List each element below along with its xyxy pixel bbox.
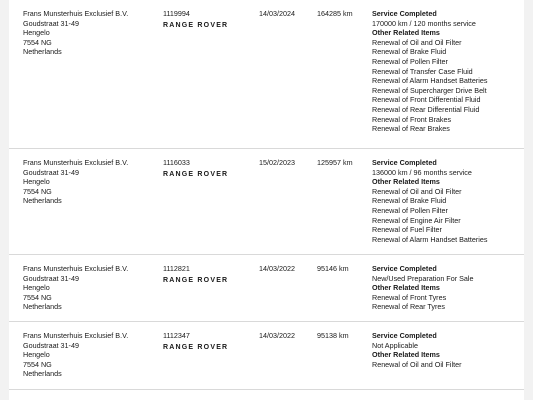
service-completed-heading: Service Completed (372, 331, 437, 340)
service-mileage: 164285 km (317, 9, 353, 18)
service-completed-heading: Service Completed (372, 9, 437, 18)
other-related-items-heading: Other Related Items (372, 350, 440, 360)
service-date: 15/02/2023 (259, 158, 295, 167)
related-item: Renewal of Oil and Oil Filter (372, 359, 462, 369)
dealer-city: Hengelo (23, 177, 50, 187)
range-rover-logo: RANGE ROVER (163, 21, 229, 29)
dealer-address (23, 9, 153, 57)
related-item: Renewal of Rear Tyres (372, 302, 445, 312)
dealer-postcode: 7554 NG (23, 292, 52, 302)
wip-cell (163, 264, 243, 285)
dealer-name: Frans Munsterhuis Exclusief B.V. (23, 158, 129, 167)
related-item: Renewal of Oil and Oil Filter (372, 37, 462, 47)
dealer-city: Hengelo (23, 283, 50, 293)
service-mileage: 95138 km (317, 331, 349, 340)
dealer-address (23, 158, 153, 206)
wip-cell (163, 9, 243, 30)
range-rover-logo: RANGE ROVER (163, 343, 229, 351)
related-item: Renewal of Rear Differential Fluid (372, 104, 480, 114)
service-record (9, 322, 524, 390)
related-item: Renewal of Supercharger Drive Belt (372, 85, 487, 95)
service-record (9, 255, 524, 322)
service-item: 170000 km / 120 months service (372, 18, 476, 28)
wip-number: 1116033 (163, 158, 190, 167)
related-item: Renewal of Front Tyres (372, 292, 447, 302)
dealer-country: Netherlands (23, 47, 62, 57)
service-item: New/Used Preparation For Sale (372, 273, 474, 283)
related-item: Renewal of Alarm Handset Batteries (372, 234, 488, 244)
related-item: Renewal of Oil and Oil Filter (372, 186, 462, 196)
related-item: Renewal of Pollen Filter (372, 56, 448, 66)
service-item: Not Applicable (372, 340, 418, 350)
service-date: 14/03/2024 (259, 9, 295, 18)
dealer-city: Hengelo (23, 28, 50, 38)
dealer-street: Goudstraat 31-49 (23, 167, 79, 177)
dealer-postcode: 7554 NG (23, 186, 52, 196)
related-item: Renewal of Pollen Filter (372, 205, 448, 215)
wip-number: 1119994 (163, 9, 190, 18)
service-details (372, 331, 522, 369)
wip-number: 1112821 (163, 264, 190, 273)
dealer-street: Goudstraat 31-49 (23, 273, 79, 283)
service-mileage: 95146 km (317, 264, 349, 273)
related-item: Renewal of Brake Fluid (372, 196, 447, 206)
service-date: 14/03/2022 (259, 331, 295, 340)
related-item: Renewal of Rear Brakes (372, 124, 450, 134)
service-details (372, 264, 522, 312)
service-details (372, 158, 522, 244)
related-item: Renewal of Alarm Handset Batteries (372, 76, 488, 86)
service-record (9, 0, 524, 149)
range-rover-logo: RANGE ROVER (163, 170, 229, 178)
related-item: Renewal of Fuel Filter (372, 225, 442, 235)
wip-number: 1112347 (163, 331, 190, 340)
dealer-street: Goudstraat 31-49 (23, 340, 79, 350)
related-item: Renewal of Engine Air Filter (372, 215, 461, 225)
dealer-city: Hengelo (23, 350, 50, 360)
service-record (9, 149, 524, 255)
dealer-country: Netherlands (23, 369, 62, 379)
related-item: Renewal of Brake Fluid (372, 47, 447, 57)
dealer-street: Goudstraat 31-49 (23, 18, 79, 28)
other-related-items-heading: Other Related Items (372, 177, 440, 187)
dealer-name: Frans Munsterhuis Exclusief B.V. (23, 264, 129, 273)
service-date: 14/03/2022 (259, 264, 295, 273)
related-item: Renewal of Front Differential Fluid (372, 95, 481, 105)
range-rover-logo: RANGE ROVER (163, 276, 229, 284)
dealer-country: Netherlands (23, 302, 62, 312)
dealer-name: Frans Munsterhuis Exclusief B.V. (23, 331, 129, 340)
dealer-country: Netherlands (23, 196, 62, 206)
service-item: 136000 km / 96 months service (372, 167, 472, 177)
dealer-postcode: 7554 NG (23, 37, 52, 47)
related-item: Renewal of Transfer Case Fluid (372, 66, 473, 76)
wip-cell (163, 158, 243, 179)
related-item: Renewal of Front Brakes (372, 114, 452, 124)
dealer-address (23, 264, 153, 312)
service-completed-heading: Service Completed (372, 158, 437, 167)
other-related-items-heading: Other Related Items (372, 283, 440, 293)
dealer-postcode: 7554 NG (23, 359, 52, 369)
other-related-items-heading: Other Related Items (372, 28, 440, 38)
wip-cell (163, 331, 243, 352)
service-completed-heading: Service Completed (372, 264, 437, 273)
dealer-address (23, 331, 153, 379)
service-history-list (9, 0, 524, 400)
dealer-name: Frans Munsterhuis Exclusief B.V. (23, 9, 129, 18)
service-details (372, 9, 522, 134)
service-mileage: 125957 km (317, 158, 353, 167)
